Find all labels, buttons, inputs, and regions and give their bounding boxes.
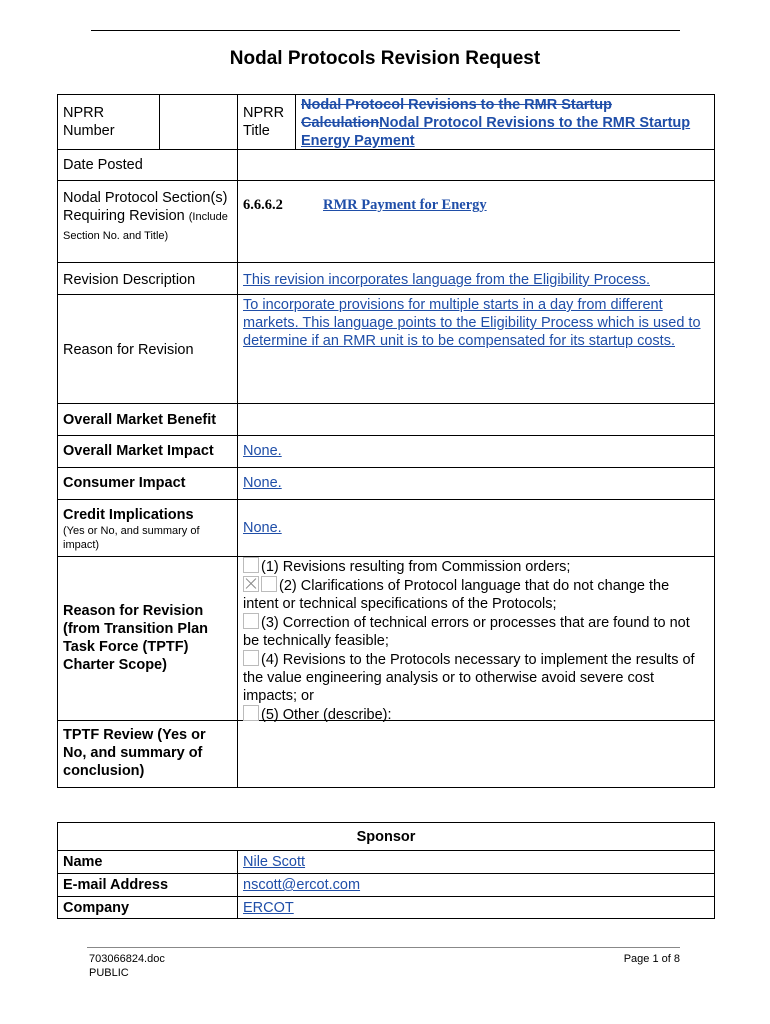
option-text: (4) Revisions to the Protocols necessary to implement the results of the value engineering analysis or to otherwise avoid severe cost impacts; or xyxy=(243,652,695,704)
page-title: Nodal Protocols Revision Request xyxy=(229,48,541,69)
section-label: Nodal Protocol Section(s) Requiring Revision (Include Section No. and Title) xyxy=(63,190,228,242)
tptf-options xyxy=(243,557,708,724)
option-text: (2) Clarifications of Protocol language that do not change the intent or technical specifications of the Protocols; xyxy=(243,578,670,612)
checkbox[interactable] xyxy=(261,576,277,592)
reason-text: To incorporate provisions for multiple starts in a day from different markets. This language points to the Eligibility Process which is used to determine if an RMR unit is to be compensated for its startup costs. xyxy=(243,297,701,349)
sponsor-email-label: E-mail Address xyxy=(63,877,169,893)
tptf-reason-label: Reason for Revision (from Transition Plan Task Force (TPTF) Charter Scope) xyxy=(63,603,209,673)
sponsor-email[interactable]: nscott@ercot.com xyxy=(243,877,361,893)
tptf-option xyxy=(243,650,708,705)
sponsor-company[interactable]: ERCOT xyxy=(243,900,294,916)
option-text: (1) Revisions resulting from Commission orders; xyxy=(261,559,571,575)
nprr-number-label: NPRR Number xyxy=(63,105,115,139)
checkbox[interactable] xyxy=(243,613,259,629)
tptf-review-label: TPTF Review (Yes or No, and summary of conclusion) xyxy=(63,727,206,779)
tptf-option xyxy=(243,613,708,650)
sponsor-header: Sponsor xyxy=(356,829,416,845)
title-deleted: Nodal Protocol Revisions to the RMR Startup Calculation xyxy=(301,97,612,131)
nprr-number-value[interactable] xyxy=(161,96,235,147)
footer-doc: 703066824.doc xyxy=(89,953,165,965)
impact-label: Overall Market Impact xyxy=(63,443,214,459)
title-inserted: Nodal Protocol Revisions to the RMR Startup Energy Payment xyxy=(301,115,691,149)
revision-description-label: Revision Description xyxy=(63,272,196,288)
checkbox[interactable] xyxy=(243,557,259,573)
sponsor-name[interactable]: Nile Scott xyxy=(243,854,306,870)
section-number: 6.6.6.2 xyxy=(243,197,283,213)
consumer-label: Consumer Impact xyxy=(63,475,186,491)
divider xyxy=(159,94,160,149)
sponsor-company-label: Company xyxy=(63,900,130,916)
date-posted-label: Date Posted xyxy=(63,157,143,173)
consumer-value: None. xyxy=(243,475,282,491)
revision-description: This revision incorporates language from the Eligibility Process. xyxy=(243,272,650,288)
footer-classification: PUBLIC xyxy=(89,967,129,979)
credit-note: (Yes or No, and summary of impact) xyxy=(63,525,200,551)
checkbox[interactable] xyxy=(243,576,259,592)
footer-page: Page 1 of 8 xyxy=(623,953,680,965)
sponsor-name-label: Name xyxy=(63,854,103,870)
reason-label: Reason for Revision xyxy=(63,342,194,358)
checkbox[interactable] xyxy=(243,705,259,721)
header-rule xyxy=(91,30,680,31)
option-text: (5) Other (describe): xyxy=(261,707,392,723)
divider xyxy=(237,94,238,788)
credit-value: None. xyxy=(243,520,282,536)
tptf-option xyxy=(243,705,708,724)
checkbox[interactable] xyxy=(243,650,259,666)
impact-value: None. xyxy=(243,443,282,459)
tptf-option xyxy=(243,557,708,576)
credit-label: Credit Implications xyxy=(63,507,194,523)
section-title[interactable]: RMR Payment for Energy xyxy=(323,197,487,213)
tptf-option xyxy=(243,576,708,613)
option-text: (3) Correction of technical errors or processes that are found to not be technically feasible; xyxy=(243,615,690,649)
benefit-label: Overall Market Benefit xyxy=(63,412,217,428)
divider xyxy=(295,94,296,149)
nprr-title-label: NPRR Title xyxy=(243,105,285,139)
nprr-title-value xyxy=(301,96,713,150)
